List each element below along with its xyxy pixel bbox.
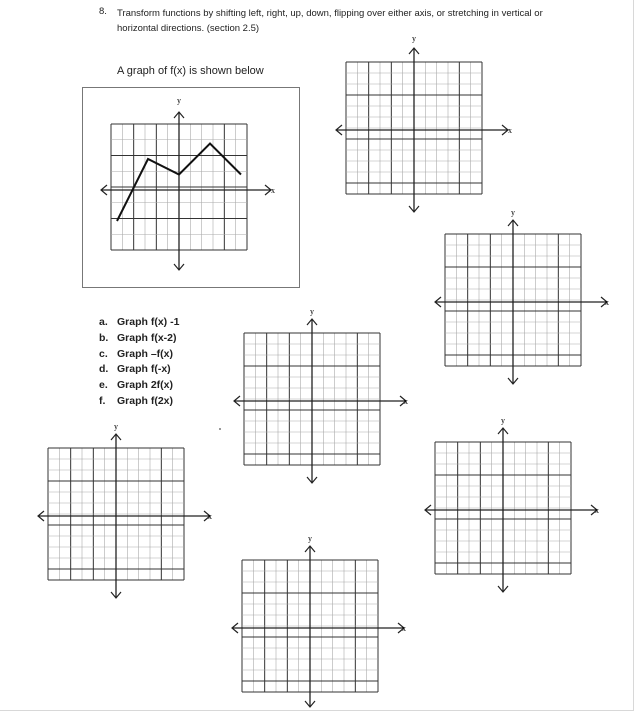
blank-grid-1: [330, 34, 516, 216]
task-a: a. Graph f(x) -1: [99, 316, 180, 328]
blank-grid-3: [228, 305, 414, 487]
task-c: c. Graph –f(x): [99, 347, 174, 360]
blank-grid-5: [419, 414, 605, 596]
y-axis-label: y: [310, 307, 314, 316]
task-e: e. Graph 2f(x): [99, 379, 174, 392]
question-number: 8.: [99, 6, 107, 17]
task-b: b. Graph f(x-2): [99, 331, 177, 344]
blank-grid-2: [429, 206, 615, 388]
y-axis-label: y: [177, 96, 181, 105]
x-axis-label: x: [208, 512, 212, 521]
x-axis-label: x: [508, 126, 512, 135]
y-axis-label: y: [412, 34, 416, 43]
y-axis-label: y: [308, 534, 312, 543]
y-axis-label: y: [511, 208, 515, 217]
task-f: f. Graph f(2x): [99, 394, 174, 407]
blank-grid-6: [226, 532, 412, 711]
task-list: [99, 315, 179, 410]
y-axis-label: y: [501, 416, 505, 425]
function-graph: [95, 94, 281, 276]
x-axis-label: x: [605, 298, 609, 307]
shown-graph-title: A graph of f(x) is shown below: [117, 65, 264, 77]
blank-grid-4: [32, 420, 218, 602]
y-axis-label: y: [114, 422, 118, 431]
x-axis-label: x: [595, 506, 599, 515]
x-axis-label: x: [271, 186, 275, 195]
question-text: Transform functions by shifting left, right, up, down, flipping over either axis, or stretching in vertical or horizontal directions. (section 2.5): [117, 8, 543, 34]
task-d: d. Graph f(-x): [99, 363, 171, 376]
x-axis-label: x: [402, 624, 406, 633]
stray-mark: [219, 428, 221, 430]
x-axis-label: x: [404, 397, 408, 406]
